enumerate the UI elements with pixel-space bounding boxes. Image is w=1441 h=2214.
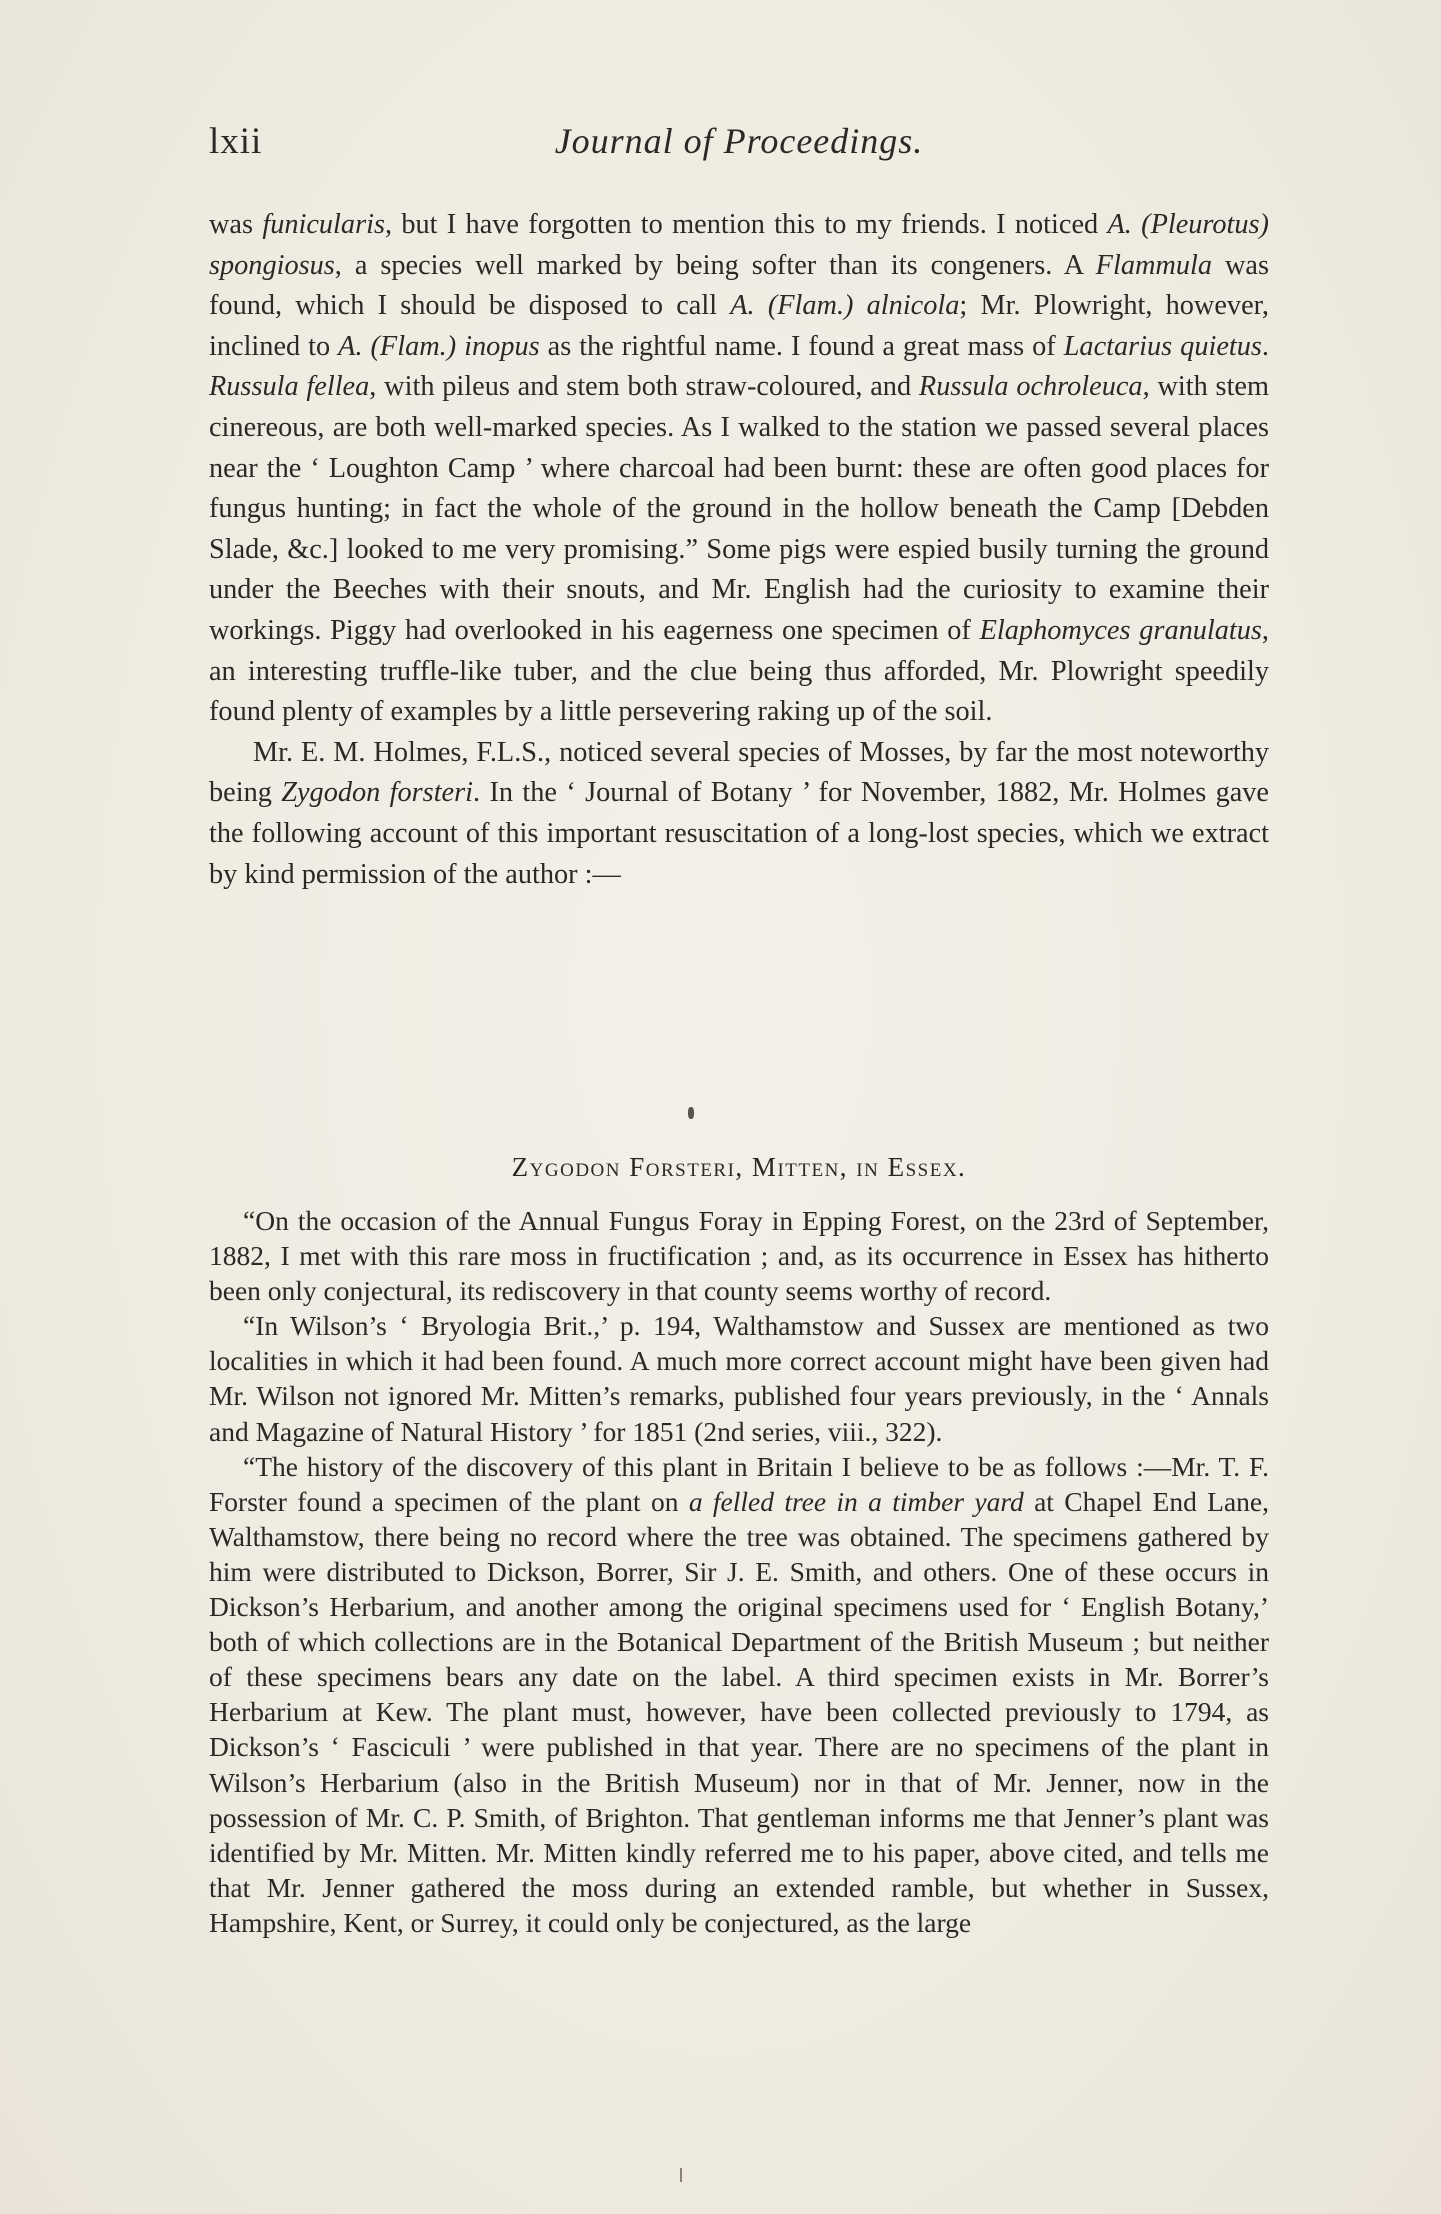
page-mark: [680, 2168, 682, 2182]
quote-paragraph-1: “On the occasion of the Annual Fungus Foray in Epping Forest, on the 23rd of September, 1882, I met with this rare moss in fructification ; and, as its occurrence in Essex has hitherto been only conjectural, its rediscovery in that county seems worthy of record.: [209, 1205, 1269, 1307]
quoted-text: [209, 1203, 1269, 1940]
page-header: [209, 120, 1269, 180]
quote-paragraph-3: “The history of the discovery of this plant in Britain I believe to be as follows :—Mr. T. F. Forster found a specimen of the plant on a felled tree in a timber yard at Chapel End Lane, Walthamstow, there being no record where the tree was obtained. The specimens gathered by him were distributed to Dickson, Borrer, Sir J. E. Smith, and others. One of these occurs in Dickson’s Herbarium, and another among the original specimens used for ‘ English Botany,’ both of which collections are in the Botanical Department of the British Museum ; but neither of these specimens bears any date on the label. A third specimen exists in Mr. Borrer’s Herbarium at Kew. The plant must, however, have been collected previously to 1794, as Dickson’s ‘ Fasciculi ’ were published in that year. There are no specimens of the plant in Wilson’s Herbarium (also in the British Museum) nor in that of Mr. Jenner, now in the possession of Mr. C. P. Smith, of Brighton. That gentleman informs me that Jenner’s plant was identified by Mr. Mitten. Mr. Mitten kindly referred me to his paper, above cited, and tells me that Mr. Jenner gathered the moss during an extended ramble, but whether in Sussex, Hampshire, Kent, or Surrey, it could only be conjectured, as the large: [209, 1450, 1269, 1938]
main-text: [209, 205, 1269, 895]
page-number: lxii: [209, 121, 263, 162]
printer-mark: [688, 1107, 694, 1119]
quote-paragraph-2: “In Wilson’s ‘ Bryologia Brit.,’ p. 194, Walthamstow and Sussex are mentioned as two localities in which it had been found. A much more correct account might have been given had Mr. Wilson not ignored Mr. Mitten’s remarks, published four years previously, in the ‘ Annals and Magazine of Natural History ’ for 1851 (2nd series, viii., 322).: [209, 1310, 1269, 1447]
paragraph-fungi: was funicularis, but I have forgotten to mention this to my friends. I noticed A. (Pleurotus) spongiosus, a species well marked by being softer than its congeners. A Flammula was found, which I should be disposed to call A. (Flam.) alnicola; Mr. Plowright, however, inclined to A. (Flam.) inopus as the rightful name. I found a great mass of Lactarius quietus. Russula fellea, with pileus and stem both straw-coloured, and Russula ochroleuca, with stem cinereous, are both well-marked species. As I walked to the station we passed several places near the ‘ Loughton Camp ’ where charcoal had been burnt: these are often good places for fungus hunting; in fact the whole of the ground in the hollow beneath the Camp [Debden Slade, &c.] looked to me very promising.” Some pigs were espied busily turning the ground under the Beeches with their snouts, and Mr. English had the curiosity to examine their workings. Piggy had overlooked in his eagerness one specimen of Elaphomyces granulatus, an interesting truffle-like tuber, and the clue being thus afforded, Mr. Plowright speedily found plenty of examples by a little persevering raking up of the soil.: [209, 209, 1270, 728]
section-heading: Zygodon Forsteri, Mitten, in Essex.: [511, 1152, 967, 1182]
paragraph-mosses: Mr. E. M. Holmes, F.L.S., noticed several species of Mosses, by far the most noteworthy being Zygodon forsteri. In the ‘ Journal of Botany ’ for November, 1882, Mr. Holmes gave the following account of this important resuscitation of a long-lost species, which we extract by kind permission of the author :—: [209, 736, 1269, 890]
running-title: Journal of Proceedings.: [554, 121, 924, 161]
